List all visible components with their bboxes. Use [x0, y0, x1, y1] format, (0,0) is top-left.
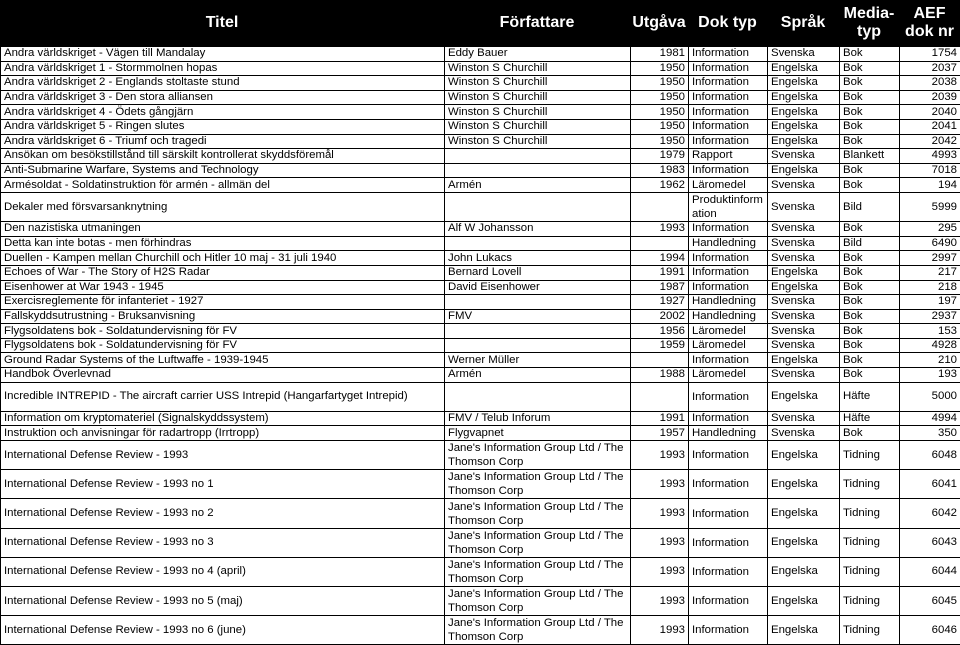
cell-sprak: Engelska — [768, 470, 840, 499]
cell-doktyp: Läromedel — [689, 178, 768, 193]
cell-titel: Detta kan inte botas - men förhindras — [1, 236, 445, 251]
cell-aef-dok-nr: 7018 — [900, 163, 960, 178]
cell-mediatyp: Bok — [840, 163, 900, 178]
table-row — [1, 119, 960, 134]
cell-sprak: Svenska — [768, 324, 840, 339]
table-row — [1, 105, 960, 120]
cell-utgava: 1993 — [631, 557, 689, 586]
cell-doktyp: Information — [689, 616, 768, 645]
table-row — [1, 324, 960, 339]
cell-sprak: Engelska — [768, 528, 840, 557]
cell-forfattare: Jane's Information Group Ltd / The Thomson Corp — [445, 557, 631, 586]
cell-forfattare — [445, 192, 631, 221]
cell-sprak: Engelska — [768, 280, 840, 295]
cell-aef-dok-nr: 5999 — [900, 192, 960, 221]
cell-titel: Andra världskriget 3 - Den stora alliansen — [1, 90, 445, 105]
cell-aef-dok-nr: 5000 — [900, 382, 960, 411]
table-row — [1, 295, 960, 310]
cell-doktyp: Information — [689, 163, 768, 178]
cell-forfattare: Eddy Bauer — [445, 47, 631, 62]
cell-aef-dok-nr: 2997 — [900, 251, 960, 266]
cell-sprak: Engelska — [768, 616, 840, 645]
cell-aef-dok-nr: 194 — [900, 178, 960, 193]
cell-forfattare: John Lukacs — [445, 251, 631, 266]
cell-doktyp: Handledning — [689, 295, 768, 310]
cell-mediatyp: Bok — [840, 324, 900, 339]
header-doktyp: Dok typ — [688, 0, 767, 46]
cell-doktyp: Handledning — [689, 236, 768, 251]
cell-titel: International Defense Review - 1993 no 4 (april) — [1, 557, 445, 586]
cell-doktyp: Information — [689, 499, 768, 528]
cell-sprak: Svenska — [768, 368, 840, 383]
cell-forfattare — [445, 338, 631, 353]
cell-forfattare: FMV / Telub Inforum — [445, 411, 631, 426]
cell-titel: Andra världskriget 5 - Ringen slutes — [1, 119, 445, 134]
cell-aef-dok-nr: 6490 — [900, 236, 960, 251]
cell-mediatyp: Bok — [840, 222, 900, 237]
cell-titel: Information om kryptomateriel (Signalskyddssystem) — [1, 411, 445, 426]
cell-sprak: Svenska — [768, 47, 840, 62]
cell-mediatyp: Bok — [840, 265, 900, 280]
cell-forfattare: Jane's Information Group Ltd / The Thomson Corp — [445, 616, 631, 645]
header-sprak: Språk — [767, 0, 839, 46]
cell-doktyp: Läromedel — [689, 338, 768, 353]
cell-forfattare: Winston S Churchill — [445, 61, 631, 76]
cell-sprak: Engelska — [768, 557, 840, 586]
cell-utgava: 1981 — [631, 47, 689, 62]
cell-doktyp: Information — [689, 353, 768, 368]
cell-titel: Andra världskriget 1 - Stormmolnen hopas — [1, 61, 445, 76]
cell-forfattare — [445, 382, 631, 411]
cell-aef-dok-nr: 295 — [900, 222, 960, 237]
cell-utgava: 1950 — [631, 90, 689, 105]
cell-forfattare: Winston S Churchill — [445, 90, 631, 105]
cell-doktyp: Information — [689, 441, 768, 470]
cell-utgava: 1991 — [631, 265, 689, 280]
cell-sprak: Svenska — [768, 192, 840, 221]
cell-aef-dok-nr: 197 — [900, 295, 960, 310]
header-mediatyp — [839, 0, 899, 46]
cell-forfattare — [445, 236, 631, 251]
cell-utgava — [631, 236, 689, 251]
cell-doktyp: Information — [689, 251, 768, 266]
cell-aef-dok-nr: 4928 — [900, 338, 960, 353]
cell-titel: Andra världskriget 4 - Ödets gångjärn — [1, 105, 445, 120]
cell-titel: Dekaler med försvarsanknytning — [1, 192, 445, 221]
cell-doktyp: Läromedel — [689, 368, 768, 383]
cell-aef-dok-nr: 4993 — [900, 149, 960, 164]
table-row — [1, 353, 960, 368]
cell-utgava — [631, 192, 689, 221]
cell-mediatyp: Bok — [840, 295, 900, 310]
cell-forfattare: Winston S Churchill — [445, 119, 631, 134]
cell-mediatyp: Bok — [840, 280, 900, 295]
cell-sprak: Svenska — [768, 411, 840, 426]
cell-mediatyp: Bok — [840, 76, 900, 91]
cell-titel: International Defense Review - 1993 no 2 — [1, 499, 445, 528]
header-titel: Titel — [0, 0, 444, 46]
table-row — [1, 192, 960, 221]
cell-forfattare: Armén — [445, 178, 631, 193]
cell-mediatyp: Tidning — [840, 528, 900, 557]
table-row — [1, 411, 960, 426]
cell-mediatyp: Tidning — [840, 470, 900, 499]
cell-titel: International Defense Review - 1993 no 5 (maj) — [1, 586, 445, 615]
cell-mediatyp: Tidning — [840, 557, 900, 586]
cell-utgava: 1983 — [631, 163, 689, 178]
table-row — [1, 382, 960, 411]
cell-sprak: Engelska — [768, 105, 840, 120]
cell-sprak: Engelska — [768, 76, 840, 91]
cell-mediatyp: Bok — [840, 251, 900, 266]
cell-forfattare: Winston S Churchill — [445, 76, 631, 91]
cell-utgava: 1988 — [631, 368, 689, 383]
header-utgava: Utgåva — [630, 0, 688, 46]
cell-forfattare: Winston S Churchill — [445, 134, 631, 149]
cell-mediatyp: Häfte — [840, 382, 900, 411]
cell-titel: International Defense Review - 1993 — [1, 441, 445, 470]
cell-forfattare: Jane's Information Group Ltd / The Thomson Corp — [445, 586, 631, 615]
cell-doktyp: Information — [689, 280, 768, 295]
table-row — [1, 616, 960, 645]
cell-aef-dok-nr: 6042 — [900, 499, 960, 528]
cell-forfattare: Jane's Information Group Ltd / The Thomson Corp — [445, 528, 631, 557]
cell-titel: Duellen - Kampen mellan Churchill och Hitler 10 maj - 31 juli 1940 — [1, 251, 445, 266]
cell-titel: Flygsoldatens bok - Soldatundervisning för FV — [1, 324, 445, 339]
cell-doktyp: Information — [689, 557, 768, 586]
cell-utgava: 1957 — [631, 426, 689, 441]
cell-mediatyp: Tidning — [840, 586, 900, 615]
cell-aef-dok-nr: 2042 — [900, 134, 960, 149]
cell-titel: International Defense Review - 1993 no 6 (june) — [1, 616, 445, 645]
cell-aef-dok-nr: 6046 — [900, 616, 960, 645]
cell-utgava: 1927 — [631, 295, 689, 310]
cell-utgava: 1950 — [631, 134, 689, 149]
cell-utgava: 1956 — [631, 324, 689, 339]
cell-titel: Andra världskriget 2 - Englands stoltaste stund — [1, 76, 445, 91]
cell-utgava: 1993 — [631, 470, 689, 499]
cell-mediatyp: Häfte — [840, 411, 900, 426]
cell-aef-dok-nr: 193 — [900, 368, 960, 383]
cell-utgava: 1993 — [631, 528, 689, 557]
table-row — [1, 368, 960, 383]
cell-aef-dok-nr: 350 — [900, 426, 960, 441]
cell-utgava: 1993 — [631, 222, 689, 237]
cell-utgava: 1950 — [631, 119, 689, 134]
table-row — [1, 470, 960, 499]
cell-forfattare: Armén — [445, 368, 631, 383]
cell-sprak: Engelska — [768, 499, 840, 528]
cell-forfattare: Bernard Lovell — [445, 265, 631, 280]
cell-utgava: 1993 — [631, 586, 689, 615]
cell-utgava: 1962 — [631, 178, 689, 193]
header-mediatyp-line2: typ — [857, 23, 881, 41]
table-body — [1, 47, 960, 645]
cell-utgava: 1959 — [631, 338, 689, 353]
cell-forfattare — [445, 324, 631, 339]
cell-forfattare — [445, 149, 631, 164]
cell-doktyp: Information — [689, 119, 768, 134]
table-row — [1, 134, 960, 149]
table-row — [1, 557, 960, 586]
cell-doktyp: Handledning — [689, 426, 768, 441]
cell-sprak: Engelska — [768, 163, 840, 178]
cell-titel: Echoes of War - The Story of H2S Radar — [1, 265, 445, 280]
cell-sprak: Engelska — [768, 61, 840, 76]
cell-sprak: Svenska — [768, 222, 840, 237]
table-row — [1, 426, 960, 441]
cell-mediatyp: Bok — [840, 309, 900, 324]
cell-aef-dok-nr: 210 — [900, 353, 960, 368]
cell-utgava: 1979 — [631, 149, 689, 164]
cell-sprak: Engelska — [768, 586, 840, 615]
cell-utgava: 1993 — [631, 441, 689, 470]
cell-sprak: Svenska — [768, 426, 840, 441]
cell-titel: Anti-Submarine Warfare, Systems and Technology — [1, 163, 445, 178]
cell-utgava: 1950 — [631, 76, 689, 91]
cell-titel: Instruktion och anvisningar för radartropp (Irrtropp) — [1, 426, 445, 441]
cell-utgava: 1987 — [631, 280, 689, 295]
cell-mediatyp: Bok — [840, 90, 900, 105]
cell-titel: Handbok Överlevnad — [1, 368, 445, 383]
cell-doktyp: Information — [689, 265, 768, 280]
cell-utgava: 1994 — [631, 251, 689, 266]
cell-sprak: Engelska — [768, 119, 840, 134]
cell-aef-dok-nr: 153 — [900, 324, 960, 339]
cell-mediatyp: Bok — [840, 61, 900, 76]
cell-sprak: Engelska — [768, 134, 840, 149]
cell-forfattare: Werner Müller — [445, 353, 631, 368]
cell-utgava: 1950 — [631, 105, 689, 120]
cell-mediatyp: Tidning — [840, 499, 900, 528]
cell-forfattare — [445, 163, 631, 178]
cell-sprak: Engelska — [768, 353, 840, 368]
cell-aef-dok-nr: 218 — [900, 280, 960, 295]
cell-mediatyp: Bok — [840, 119, 900, 134]
cell-mediatyp: Bok — [840, 353, 900, 368]
cell-utgava: 1991 — [631, 411, 689, 426]
cell-utgava: 1993 — [631, 616, 689, 645]
table-row — [1, 309, 960, 324]
cell-aef-dok-nr: 1754 — [900, 47, 960, 62]
cell-sprak: Engelska — [768, 90, 840, 105]
cell-aef-dok-nr: 6045 — [900, 586, 960, 615]
cell-aef-dok-nr: 2041 — [900, 119, 960, 134]
cell-doktyp: Läromedel — [689, 324, 768, 339]
cell-forfattare — [445, 295, 631, 310]
cell-titel: International Defense Review - 1993 no 1 — [1, 470, 445, 499]
cell-forfattare: Jane's Information Group Ltd / The Thomson Corp — [445, 499, 631, 528]
table-row — [1, 178, 960, 193]
cell-sprak: Engelska — [768, 265, 840, 280]
cell-aef-dok-nr: 2037 — [900, 61, 960, 76]
table-row — [1, 265, 960, 280]
cell-mediatyp: Bok — [840, 178, 900, 193]
cell-aef-dok-nr: 6041 — [900, 470, 960, 499]
cell-doktyp: Information — [689, 61, 768, 76]
cell-sprak: Engelska — [768, 382, 840, 411]
cell-forfattare: Flygvapnet — [445, 426, 631, 441]
cell-titel: Den nazistiska utmaningen — [1, 222, 445, 237]
cell-sprak: Svenska — [768, 149, 840, 164]
cell-sprak: Svenska — [768, 251, 840, 266]
cell-aef-dok-nr: 6048 — [900, 441, 960, 470]
cell-mediatyp: Bok — [840, 105, 900, 120]
cell-doktyp: Handledning — [689, 309, 768, 324]
cell-forfattare: Alf W Johansson — [445, 222, 631, 237]
table-row — [1, 90, 960, 105]
cell-titel: Fallskyddsutrustning - Bruksanvisning — [1, 309, 445, 324]
cell-forfattare: Jane's Information Group Ltd / The Thomson Corp — [445, 470, 631, 499]
cell-aef-dok-nr: 2937 — [900, 309, 960, 324]
cell-mediatyp: Bok — [840, 368, 900, 383]
cell-titel: Eisenhower at War 1943 - 1945 — [1, 280, 445, 295]
table-row — [1, 586, 960, 615]
cell-utgava: 1950 — [631, 61, 689, 76]
cell-titel: Armésoldat - Soldatinstruktion för armén - allmän del — [1, 178, 445, 193]
cell-sprak: Svenska — [768, 236, 840, 251]
table-row — [1, 280, 960, 295]
cell-doktyp: Information — [689, 586, 768, 615]
cell-forfattare: Jane's Information Group Ltd / The Thomson Corp — [445, 441, 631, 470]
cell-aef-dok-nr: 217 — [900, 265, 960, 280]
cell-doktyp: Rapport — [689, 149, 768, 164]
cell-aef-dok-nr: 4994 — [900, 411, 960, 426]
cell-sprak: Engelska — [768, 441, 840, 470]
cell-mediatyp: Tidning — [840, 616, 900, 645]
cell-titel: Andra världskriget 6 - Triumf och tragedi — [1, 134, 445, 149]
cell-doktyp: Information — [689, 47, 768, 62]
table-row — [1, 76, 960, 91]
cell-aef-dok-nr: 2038 — [900, 76, 960, 91]
cell-aef-dok-nr: 6044 — [900, 557, 960, 586]
cell-sprak: Svenska — [768, 338, 840, 353]
cell-doktyp: Information — [689, 105, 768, 120]
table-header — [0, 0, 960, 46]
table-row — [1, 47, 960, 62]
cell-mediatyp: Bok — [840, 338, 900, 353]
table-row — [1, 149, 960, 164]
cell-forfattare: Winston S Churchill — [445, 105, 631, 120]
cell-doktyp: Information — [689, 470, 768, 499]
cell-utgava: 1993 — [631, 499, 689, 528]
cell-mediatyp: Bild — [840, 192, 900, 221]
header-aef-line2: dok nr — [905, 23, 954, 41]
cell-titel: Exercisreglemente för infanteriet - 1927 — [1, 295, 445, 310]
cell-mediatyp: Bok — [840, 47, 900, 62]
table-row — [1, 338, 960, 353]
cell-titel: Andra världskriget - Vägen till Mandalay — [1, 47, 445, 62]
header-aef-dok-nr — [899, 0, 960, 46]
cell-mediatyp: Bok — [840, 426, 900, 441]
table-row — [1, 163, 960, 178]
table-row — [1, 528, 960, 557]
cell-mediatyp: Bild — [840, 236, 900, 251]
cell-doktyp: Information — [689, 528, 768, 557]
header-forfattare: Författare — [444, 0, 630, 46]
cell-forfattare: FMV — [445, 309, 631, 324]
cell-mediatyp: Bok — [840, 134, 900, 149]
cell-aef-dok-nr: 6043 — [900, 528, 960, 557]
table-row — [1, 61, 960, 76]
cell-titel: Ansökan om besökstillstånd till särskilt kontrollerat skyddsföremål — [1, 149, 445, 164]
cell-doktyp: Information — [689, 382, 768, 411]
table-row — [1, 236, 960, 251]
cell-aef-dok-nr: 2040 — [900, 105, 960, 120]
cell-doktyp: Information — [689, 90, 768, 105]
document-table — [0, 46, 960, 645]
cell-titel: Incredible INTREPID - The aircraft carrier USS Intrepid (Hangarfartyget Intrepid) — [1, 382, 445, 411]
header-mediatyp-line1: Media- — [844, 5, 895, 23]
cell-utgava — [631, 353, 689, 368]
table-row — [1, 251, 960, 266]
cell-sprak: Svenska — [768, 178, 840, 193]
header-aef-line1: AEF — [914, 5, 946, 23]
cell-aef-dok-nr: 2039 — [900, 90, 960, 105]
cell-sprak: Svenska — [768, 309, 840, 324]
cell-mediatyp: Tidning — [840, 441, 900, 470]
cell-doktyp: Information — [689, 76, 768, 91]
cell-utgava — [631, 382, 689, 411]
cell-titel: Ground Radar Systems of the Luftwaffe - 1939-1945 — [1, 353, 445, 368]
cell-utgava: 2002 — [631, 309, 689, 324]
cell-doktyp: Information — [689, 411, 768, 426]
cell-mediatyp: Blankett — [840, 149, 900, 164]
table-row — [1, 222, 960, 237]
cell-sprak: Svenska — [768, 295, 840, 310]
cell-doktyp: Information — [689, 134, 768, 149]
cell-titel: International Defense Review - 1993 no 3 — [1, 528, 445, 557]
cell-forfattare: David Eisenhower — [445, 280, 631, 295]
table-row — [1, 499, 960, 528]
table-row — [1, 441, 960, 470]
cell-doktyp: Produktinform ation — [689, 192, 768, 221]
cell-titel: Flygsoldatens bok - Soldatundervisning för FV — [1, 338, 445, 353]
cell-doktyp: Information — [689, 222, 768, 237]
